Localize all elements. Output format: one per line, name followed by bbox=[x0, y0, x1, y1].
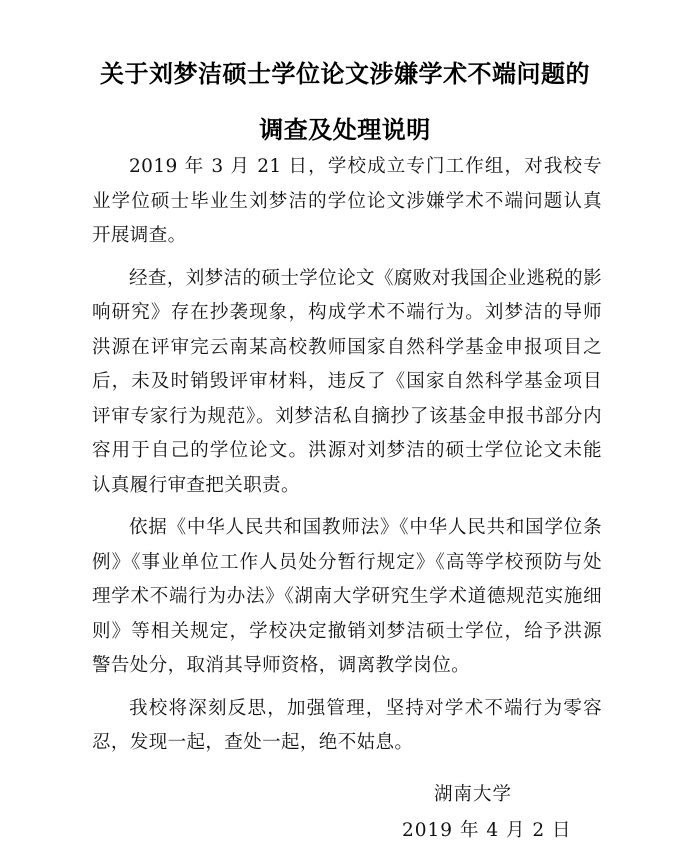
document-body bbox=[92, 150, 602, 761]
paragraph-findings: 经查，刘梦洁的硕士学位论文《腐败对我国企业逃税的影响研究》存在抄袭现象，构成学术不端行为。刘梦洁的导师洪源在评审完云南某高校教师国家自然科学基金申报项目之后，未及时销毁评审材料，违反了《国家自然科学基金项目评审专家行为规范》。刘梦洁私自摘抄了该基金申报书部分内容用于自己的学位论文。洪源对刘梦洁的硕士学位论文未能认真履行审查把关职责。 bbox=[92, 267, 602, 496]
document-title-line-1: 关于刘梦洁硕士学位论文涉嫌学术不端问题的 bbox=[100, 60, 590, 88]
document-title-line-2: 调查及处理说明 bbox=[259, 116, 431, 144]
paragraph-decision: 依据《中华人民共和国教师法》《中华人民共和国学位条例》《事业单位工作人员处分暂行规定》《高等学校预防与处理学术不端行为办法》《湖南大学研究生学术道德规范实施细则》等相关规定，学校决定撤销刘梦洁硕士学位，给予洪源警告处分，取消其导师资格，调离教学岗位。 bbox=[92, 517, 602, 676]
paragraph-investigation-start: 2019 年 3 月 21 日，学校成立专门工作组，对我校专业学位硕士毕业生刘梦洁的学位论文涉嫌学术不端问题认真开展调查。 bbox=[92, 156, 602, 246]
paragraph-commitment: 我校将深刻反思，加强管理，坚持对学术不端行为零容忍，发现一起，查处一起，绝不姑息。 bbox=[92, 697, 602, 753]
signature-date: 2019 年 4 月 2 日 bbox=[402, 820, 572, 841]
signature-organization: 湖南大学 bbox=[434, 784, 513, 805]
